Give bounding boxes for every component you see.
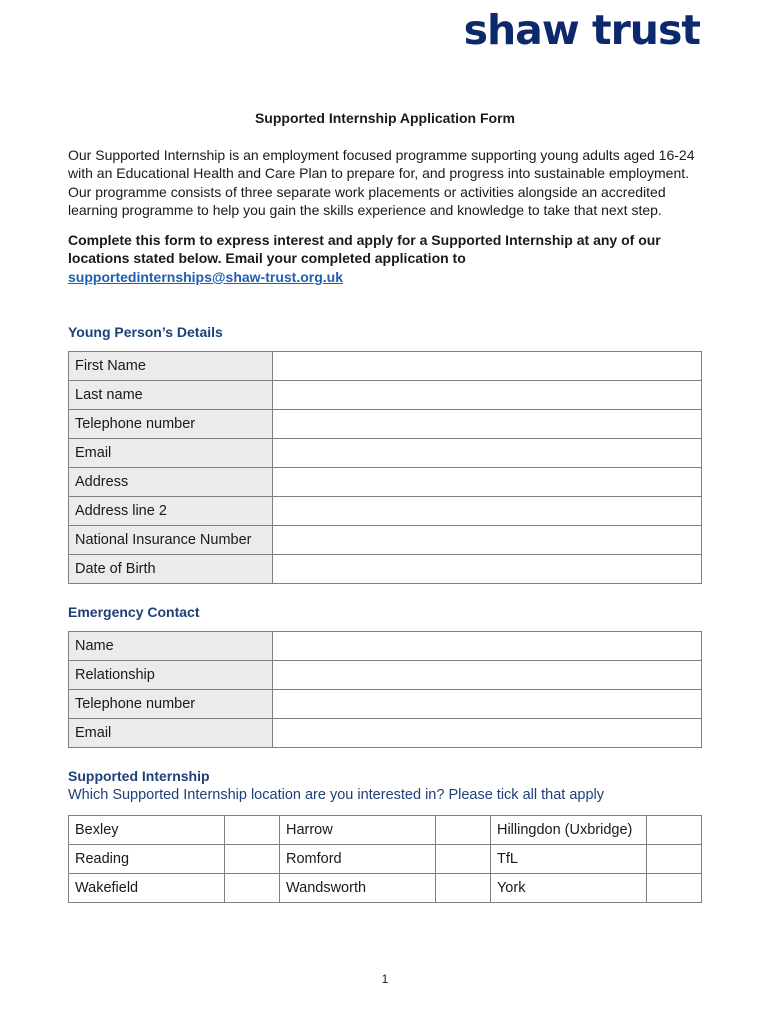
page-number: 1 [381, 972, 389, 986]
location-tick-box[interactable] [436, 816, 491, 845]
emergency-field-input[interactable] [273, 690, 702, 719]
young-person-field-label: Last name [69, 381, 273, 410]
young-person-field-input[interactable] [273, 352, 702, 381]
emergency-field-input[interactable] [273, 661, 702, 690]
emergency-contact-table [68, 631, 702, 748]
intro-paragraph: Our Supported Internship is an employment focused programme supporting young adults aged 16-24 with an Educational Health and Care Plan to prepare for, and progress into sustainable employment. Our programme consists of three separate work placements or activities alongside an accredited learning programme to help you gain the skills experience and knowledge to take that next step. [68, 147, 695, 218]
location-name: York [490, 874, 646, 903]
location-tick-box[interactable] [647, 874, 702, 903]
location-tick-box[interactable] [225, 816, 280, 845]
young-person-field-row [69, 410, 702, 439]
application-email-link[interactable]: supportedinternships@shaw-trust.org.uk [68, 268, 344, 285]
young-person-field-input[interactable] [273, 410, 702, 439]
emergency-contact-heading: Emergency Contact [68, 604, 200, 620]
emergency-field-label: Name [69, 632, 273, 661]
young-person-field-row [69, 468, 702, 497]
location-row [69, 874, 702, 903]
young-person-table [68, 351, 702, 584]
emergency-field-row [69, 632, 702, 661]
emergency-field-input[interactable] [273, 719, 702, 748]
emergency-field-row [69, 690, 702, 719]
instruction-text: Complete this form to express interest and apply for a Supported Internship at any of our locations stated below. Email your completed application to [68, 232, 661, 267]
young-person-field-input[interactable] [273, 468, 702, 497]
location-tick-box[interactable] [647, 845, 702, 874]
emergency-field-row [69, 719, 702, 748]
young-person-field-input[interactable] [273, 555, 702, 584]
young-person-field-row [69, 381, 702, 410]
instruction-paragraph [68, 231, 708, 286]
young-person-field-input[interactable] [273, 526, 702, 555]
young-person-field-row [69, 352, 702, 381]
location-name: TfL [490, 845, 646, 874]
young-person-field-label: Address line 2 [69, 497, 273, 526]
young-person-field-label: First Name [69, 352, 273, 381]
location-name: Romford [279, 845, 435, 874]
young-person-field-input[interactable] [273, 497, 702, 526]
location-table [68, 815, 702, 903]
emergency-field-input[interactable] [273, 632, 702, 661]
location-question: Which Supported Internship location are you interested in? Please tick all that apply [68, 787, 605, 803]
young-person-field-input[interactable] [273, 439, 702, 468]
young-person-field-label: National Insurance Number [69, 526, 273, 555]
shaw-trust-logo: shaw trust [463, 6, 700, 54]
intro-text [68, 146, 708, 298]
young-person-field-label: Telephone number [69, 410, 273, 439]
young-person-field-row [69, 526, 702, 555]
young-person-heading: Young Person’s Details [68, 324, 223, 340]
location-tick-box[interactable] [225, 845, 280, 874]
location-name: Hillingdon (Uxbridge) [490, 816, 646, 845]
emergency-field-label: Relationship [69, 661, 273, 690]
location-row [69, 816, 702, 845]
location-name: Wandsworth [279, 874, 435, 903]
location-tick-box[interactable] [436, 845, 491, 874]
emergency-field-row [69, 661, 702, 690]
young-person-field-row [69, 497, 702, 526]
young-person-field-row [69, 439, 702, 468]
emergency-field-label: Telephone number [69, 690, 273, 719]
young-person-field-input[interactable] [273, 381, 702, 410]
young-person-field-row [69, 555, 702, 584]
young-person-field-label: Address [69, 468, 273, 497]
location-tick-box[interactable] [436, 874, 491, 903]
emergency-field-label: Email [69, 719, 273, 748]
location-tick-box[interactable] [225, 874, 280, 903]
young-person-field-label: Date of Birth [69, 555, 273, 584]
location-name: Harrow [279, 816, 435, 845]
young-person-field-label: Email [69, 439, 273, 468]
supported-internship-heading: Supported Internship [68, 768, 210, 784]
location-name: Reading [69, 845, 225, 874]
form-title: Supported Internship Application Form [254, 110, 516, 126]
location-tick-box[interactable] [647, 816, 702, 845]
location-name: Bexley [69, 816, 225, 845]
location-name: Wakefield [69, 874, 225, 903]
location-row [69, 845, 702, 874]
